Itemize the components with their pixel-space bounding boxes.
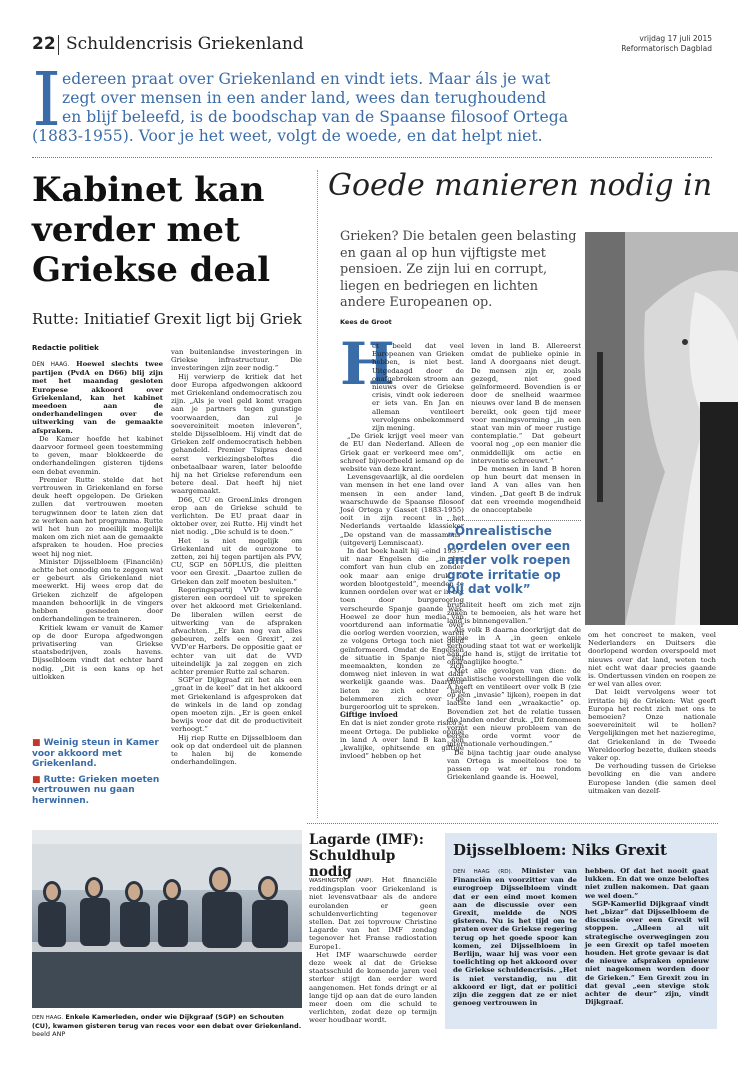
- right-drop-cap: H: [340, 330, 395, 398]
- bullet-item-2: [32, 775, 160, 807]
- publication-name: Reformatorisch Dagblad: [621, 44, 712, 53]
- bullet-item-1: [32, 738, 160, 770]
- lagarde-body: [309, 876, 437, 1025]
- square-bullet-icon: ■: [32, 774, 41, 785]
- news-photo: [32, 830, 302, 1008]
- lagarde-headline: [309, 832, 439, 880]
- lagarde-headline-line-2: Schuldhulp nodig: [309, 848, 396, 880]
- left-col2-p1: van buitenlandse investeringen in Griekse infrastructuur. Die investeringen zijn zeer nodig.”: [171, 348, 302, 373]
- right-column-2-continued: [447, 601, 581, 781]
- right-column-2: [471, 342, 581, 514]
- dijsselbloem-box: [445, 833, 717, 1029]
- right-col3-p3: De verhouding tussen de Griekse bevolking en die van andere Europese landen (die samen deel uitmaken van dezelf-: [588, 762, 716, 795]
- right-col1-p3: In dat boek haalt hij –eind 1937– uit naar Engelsen die „in het comfort van hun club en zonder ook maar aan enige druk te worden blootgesteld”, meenden te kunnen oordelen over wat er in het toen door burgeroorlog verscheurde Spanje gaande was. Hoewel ze door hun media van voortdurend aan informatie over die oorlog werden voorzien, waren ze volgens Ortega toch niet goed geïnformeerd. Omdat de Engelsen de situatie in Spanje niet zélf meemaakten, konden ze zich domweg niet inleven in wat daar werkelijk gaande was. Daardoor lieten ze zich echter niet belemmeren zich over de burgeroorlog uit te spreken.: [340, 547, 464, 711]
- right-col1-lead: et beeld dat veel Europeanen van Grieken hebben, is niet best. Uitgedaagd door de onafgebroken stroom aan nieuws over de Griekse crisis, vindt ook iedereen er iets van. En Jan en alleman ventileert vervolgens onbekommerd zijn mening.: [372, 342, 464, 433]
- lagarde-dateline: WASHINGTON (ANP).: [309, 878, 374, 884]
- right-col3-p1: om het concreet te maken, veel Nederlanders en Duitsers die doorlopend worden overspoeld met nieuws over dat land, weten toch niet echt wat daar precies gaande is. Ondertussen vinden en roepen ze er wel van alles over.: [588, 631, 716, 689]
- right-headline: Goede manieren nodig in: [328, 168, 713, 203]
- right-col1-p1: „De Griek krijgt veel meer van de EU dan Nederland. Alleen de Griek gaat er verkeerd mee om”, schreef bijvoorbeeld iemand op de website van deze krant.: [340, 432, 464, 474]
- left-byline: Redactie politiek: [32, 344, 99, 352]
- left-col2-p2: Hij verwierp de kritiek dat het door Europa afgedwongen akkoord met Griekenland ondemocratisch zou zijn. „Als je veel geld komt vragen aan je partners tegen gunstige voorwaarden, dan zul je soevereiniteit moeten inleveren”, stelde Dijsselbloem. Hij vindt dat de Grieken zelf ondemocratisch hebben gehandeld. Premier Tsipras deed eerst verkiezingsbeloftes die onbetaalbaar waren, later beloofde hij na het Griekse referendum een betere deal. Dat heeft hij niet waargemaakt.: [171, 372, 302, 496]
- left-col2-p3: D66, CU en GroenLinks drongen erop aan de Griekse schuld te verlichten. De EU praat daar in oktober over, zei Rutte. Hij vindt het niet nodig. „Die schuld is te doen.”: [171, 495, 302, 537]
- caption-dateline: DEN HAAG.: [32, 1015, 64, 1021]
- left-col2-p5: Regeringspartij VVD weigerde gisteren een oordeel uit te spreken over het akkoord met Griekenland. De liberalen willen eerst de uitwerking van de afspraken afwachten. „Er kan nog van alles gebeuren, zelfs een Grexit”, zei VVD'er Harbers. De oppositie gaat er echter van uit dat de VVD uiteindelijk ja zal zeggen en zich achter premier Rutte zal scharen.: [171, 585, 302, 676]
- page-header: [32, 34, 712, 58]
- lagarde-headline-line-1: Lagarde (IMF):: [309, 832, 424, 848]
- right-col2-after-2: Als volk B daarna doorkrijgt dat de opinie in A „in geen enkele verhouding staat tot wat er werkelijk aan de hand is, stijgt de irritatie tot ondraaglijke hoogte.”: [447, 625, 581, 667]
- square-bullet-icon: ■: [32, 738, 41, 748]
- left-col1-p2: Premier Rutte stelde dat het vertrouwen in Griekenland en forse deuk heeft opgelopen. De Grieken zullen dat vertrouwen moeten terugwinnen door te laten zien dat ze werken aan het programma. Rutte wil het hun zo moeilijk mogelijk maken om zich niet aan de gemaakte afspraken te houden. Hoe precies weet hij nog niet.: [32, 475, 163, 558]
- photo-caption: [32, 1013, 302, 1038]
- bottom-section-separator: [307, 823, 718, 824]
- right-col2-after-3: Met alle gevolgen van dien: de onrealistische voorstellingen die volk A heeft en ventileert over volk B (zie op één „invasie” lijken), roepen in dat laatste land een „wraakactie” op. Bovendien zet het de relatie tussen die landen onder druk. „Dit fenomeen vormt een nieuw probleem van de eerste orde vormt voor de internationale verhoudingen.”: [447, 666, 581, 749]
- right-col2-p1: leven in land B. Allereerst omdat de publieke opinie in land A doorgaans niet deugt. De mensen zijn er, zoals gezegd, niet goed geïnformeerd. Bovendien is er door de snelheid waarmee nieuws over land B de mensen bereikt, ook geen tijd meer voor meningsvorming „in een staat van min of meer rustige contemplatie.” Dat gebeurt vooral nog „op een manier die onmiddellijk om actie en interventie schreeuwt.”: [471, 342, 581, 465]
- right-col1-subhead: Giftige invloed: [340, 710, 398, 720]
- left-col2-p6: SGP'er Dijkgraaf zit het als een „graat in de keel” dat in het akkoord met Griekenland is afgesproken dat de winkels in de land op zondag open moeten zijn. „Er is geen enkel bewijs voor dat dit de productiviteit verhoogt.”: [171, 676, 302, 734]
- right-col2-p2: De mensen in land B horen op hun beurt dat mensen in land A van alles van hen vinden. „Dat geeft B de indruk dat een vreemde mogendheid de onacceptabele: [471, 465, 581, 515]
- right-column-1: [340, 342, 464, 760]
- left-headline: [32, 170, 322, 290]
- left-column-2: [171, 348, 302, 766]
- dijsselbloem-headline: Dijsselbloem: Niks Grexit: [453, 841, 667, 859]
- intro-line-4: (1883-1955). Voor je het weet, volgt de woede, en dat helpt niet.: [32, 127, 543, 145]
- lagarde-p1: Het financiële reddingsplan voor Griekenland is niet levensvatbaar als de andere eurolanden er geen schuldenverlichting tegenover stellen. Dat zei topvrouw Christine Lagarde van het IMF zondag tegenover het Franse radiostation Europe1.: [309, 876, 437, 951]
- right-col2-after-1: brutaliteit heeft om zich met zijn zaken te bemoeien, als het ware het land is binnengevallen.”: [447, 601, 581, 626]
- dijsselbloem-col2-rest: SGP-Kamerlid Dijkgraaf vindt het „bizar” dat Dijsselbloem de discussie over een Grexit wil stoppen. „Alleen al uit strategische overwegingen zou je een Grexit op tafel moeten houden. Het grote gevaar is dat de nieuwe afspraken opnieuw niet nagekomen worden door de Grieken.” Een Grexit zou in dat geval „een stevige stok achter de deur” zijn, vindt Dijkgraaf.: [585, 899, 709, 1007]
- header-date: vrijdag 17 juli 2015: [639, 34, 712, 43]
- caption-credit: beeld ANP: [32, 1030, 66, 1038]
- header-divider: [58, 35, 59, 55]
- intro-line-3: en blijf beleefd, is de boodschap van de Spaanse filosoof Ortega: [62, 108, 568, 126]
- portrait-photo: [585, 232, 738, 625]
- left-col1-p4: Kritiek kwam er vanuit de Kamer op de door Europa afgedwongen privatisering van Griekse staatsbedrijven, zoals havens. Dijsselbloem vindt dat echter hard nodig. „Dit is een kans op het uitlokken: [32, 623, 163, 681]
- column-divider: [317, 170, 318, 818]
- intro-block: [32, 57, 712, 148]
- left-dateline: DEN HAAG.: [32, 362, 70, 368]
- intro-drop-cap: I: [32, 57, 62, 143]
- section-title: Schuldencrisis Griekenland: [66, 34, 304, 54]
- caption-text: Enkele Kamerleden, onder wie Dijkgraaf (SGP) en Schouten (CU), kwamen gisteren terug van reces voor een debat over Griekenland.: [32, 1013, 302, 1030]
- bullet-text-1: Weinig steun in Kamer voor akkoord met Griekenland.: [32, 738, 159, 769]
- right-intro: Grieken? Die betalen geen belasting en gaan al op hun vijftigste met pensioen. Ze zijn lui en corrupt, liegen en bedriegen en lichten andere Europeanen op.: [340, 229, 577, 310]
- right-col2-after-4: De bijna tachtig jaar oude analyse van Ortega is moeiteloos toe te passen op wat er nu rondom Griekenland gaande is. Hoewel,: [447, 748, 581, 782]
- photo-scene: [32, 830, 302, 1008]
- intro-line-2: zegt over mensen in een ander land, wees dan terughoudend: [62, 89, 547, 107]
- left-col1-p1: De Kamer hoefde het kabinet daarvoor formeel geen toestemming te geven, maar blokkeerde de onderhandelingen gisteren tijdens een debat evenmin.: [32, 434, 163, 476]
- dijsselbloem-dateline: DEN HAAG (RD).: [453, 869, 513, 875]
- right-col3-p2: Dat leidt vervolgens weer tot irritatie bij de Grieken: Wat geeft Europa het recht zich met ons te bemoeien? Onze nationale soevereiniteit wil te hollen? Vergelijkingen met het nazieregime, dat Griekenland in de Tweede Wereldoorlog bezette, duiken steeds vaker op.: [588, 688, 716, 763]
- lagarde-p2: Het IMF waarschuwde eerder deze week al dat de Griekse staatsschuld de komende jaren veel sterker stijgt dan eerder werd aangenomen. Het fonds dringt er al lange tijd op aan dat de euro landen meer doen om die schuld te verlichten, zodat deze op termijn weer houdbaar wordt.: [309, 950, 437, 1025]
- right-col1-after: En dat is niet zonder grote risico's, meent Ortega. De publieke opinie in land A over land B kan een „kwalijke, ophitsende en giftige invloed” hebben op het: [340, 719, 464, 761]
- bullet-text-2: Rutte: Grieken moeten vertrouwen nu gaan herwinnen.: [32, 774, 160, 806]
- left-bullets: [32, 738, 160, 806]
- dijsselbloem-column-1: [453, 867, 577, 1007]
- dijsselbloem-col2-first: hebben. Of dat het nooit gaat lukken. En dat we onze beloftes niet zullen nakomen. Dat gaan we wel doen.”: [585, 867, 709, 900]
- intro-line-1: edereen praat over Griekenland en vindt iets. Maar áls je wat: [62, 70, 551, 88]
- page-number: 22: [32, 34, 56, 54]
- left-col2-p7: Hij riep Rutte en Dijsselbloem dan ook op dat onderdeel uit de plannen te halen bij de komende onderhandelingen.: [171, 733, 302, 767]
- headline-line-3: Griekse deal: [32, 250, 271, 290]
- dijsselbloem-column-2: [585, 867, 709, 1006]
- intro-separator: [32, 157, 712, 158]
- headline-line-1: Kabinet kan: [32, 170, 265, 210]
- right-byline: Kees de Groot: [340, 318, 392, 326]
- left-col2-p4: Het is niet mogelijk om Griekenland uit de eurozone te zetten, zei hij tegen partijen als PVV, CU, SGP en 50PLUS, die pleitten voor een Grexit. „Daartoe zullen de Grieken dan zelf moeten besluiten.”: [171, 536, 302, 586]
- portrait-scene: [585, 232, 738, 625]
- pull-quote: „Onrealistische oordelen over een ander volk roepen grote irritatie op bij dat volk”: [447, 520, 581, 597]
- left-lead: Hoewel slechts twee partijen (PvdA en D66) blij zijn met het maandag gesloten Europese akkoord over Griekenland, kan het kabinet meedoen aan de onderhandelingen over de uitwerking van de gemaakte afspraken.: [32, 360, 163, 435]
- left-col1-p3: Minister Dijsselbloem (Financiën) achtte het onnodig om te zeggen wat er gebeurt als Griekenland niet meewerkt. Hij wees erop dat de Grieken zichzelf de afgelopen maanden behoorlijk in de vingers hebben gesneden door onderhandelingen te traineren.: [32, 557, 163, 624]
- right-column-3: [588, 631, 716, 795]
- dijsselbloem-col1-text: Minister van Financiën en voorzitter van de eurogroep Dijsselbloem vindt dat er een eind moet komen aan de discussie over een Grexit, meldde de NOS gisteren. Nu is het tijd om te praten over de Griekse regering terug op het goede spoor kan komen, zei Dijsselbloem in Berlijn, waar hij was voor een toelichting op het akkoord over de Griekse schuldencrisis. „Het is niet verstandig, nu dit akkoord er ligt, dat er politici zijn die zeggen dat ze er niet genoeg vertrouwen in: [453, 867, 578, 1008]
- right-col1-p2: Levensgevaarlijk, al die oordelen van mensen in het ene land over mensen in een ander land, waarschuwde de Spaanse filosoof José Ortega y Gasset (1883-1955) ooit in zijn recent in het Nederlands vertaalde klassieker „De opstand van de massamens” (uitgeverij Lemniscaat).: [340, 473, 464, 547]
- left-column-1: [32, 360, 163, 681]
- headline-line-2: verder met: [32, 210, 240, 250]
- left-subhead: Rutte: Initiatief Grexit ligt bij Griek: [32, 310, 302, 328]
